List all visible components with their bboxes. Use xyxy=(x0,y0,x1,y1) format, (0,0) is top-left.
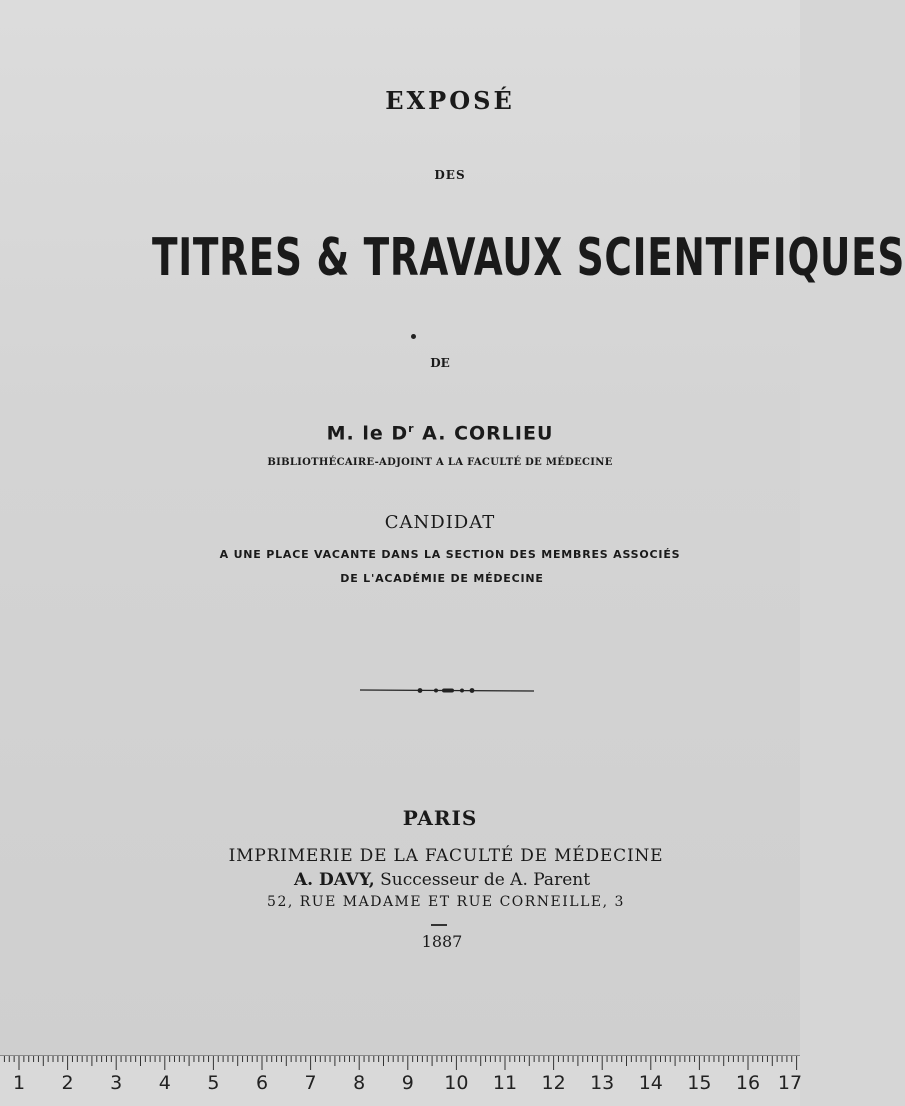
measuring-ruler xyxy=(0,1055,803,1106)
heading: EXPOSÉ xyxy=(385,86,515,115)
ruler-number: 16 xyxy=(735,1072,761,1094)
author-surname: A. CORLIEU xyxy=(414,422,554,445)
ruler-number: 12 xyxy=(541,1072,566,1094)
printer-dot xyxy=(411,334,416,339)
publisher-successor: Successeur de A. Parent xyxy=(374,870,591,890)
ruler-number: 15 xyxy=(687,1072,712,1094)
imprint-publisher xyxy=(42,870,842,890)
ruler-number: 11 xyxy=(492,1072,518,1094)
author-affiliation: BIBLIOTHÉCAIRE-ADJOINT A LA FACULTÉ DE MÉDECINE xyxy=(267,457,613,468)
ruler-number: 5 xyxy=(207,1072,220,1094)
candidacy-academie: DE L'ACADÉMIE DE MÉDECINE xyxy=(340,572,544,585)
ruler-number: 9 xyxy=(401,1072,414,1094)
ruler-number: 6 xyxy=(255,1072,269,1094)
ruler-number: 2 xyxy=(61,1072,74,1094)
ruler-number: 3 xyxy=(110,1072,123,1094)
heading-des: DES xyxy=(434,168,466,182)
author-prefix: M. le D xyxy=(326,422,409,445)
ruler-number: 17 xyxy=(777,1072,803,1094)
imprint-city: PARIS xyxy=(402,806,478,830)
author-sup: r xyxy=(408,422,415,435)
ornament-divider xyxy=(358,680,538,700)
imprint-year: 1887 xyxy=(421,932,463,951)
ruler-number: 13 xyxy=(590,1072,615,1094)
candidacy-place: A UNE PLACE VACANTE DANS LA SECTION DES MEMBRES ASSOCIÉS xyxy=(219,548,681,561)
main-title: TITRES & TRAVAUX SCIENTIFIQUES xyxy=(152,228,905,288)
author-name xyxy=(40,422,840,444)
ruler-number: 14 xyxy=(638,1072,663,1094)
candidat-label: CANDIDAT xyxy=(384,512,496,533)
publisher-name: A. DAVY, xyxy=(293,870,375,890)
ruler-number: 8 xyxy=(353,1072,366,1094)
imprint-address: 52, RUE MADAME ET RUE CORNEILLE, 3 xyxy=(267,894,625,910)
ruler-number: 10 xyxy=(444,1072,469,1094)
heading-de: DE xyxy=(430,356,450,370)
ruler-number: 4 xyxy=(158,1072,171,1094)
imprint-printer: IMPRIMERIE DE LA FACULTÉ DE MÉDECINE xyxy=(228,846,664,866)
ruler-number: 7 xyxy=(304,1072,317,1094)
ruler-number: 1 xyxy=(12,1072,26,1094)
year-dash xyxy=(431,924,447,926)
